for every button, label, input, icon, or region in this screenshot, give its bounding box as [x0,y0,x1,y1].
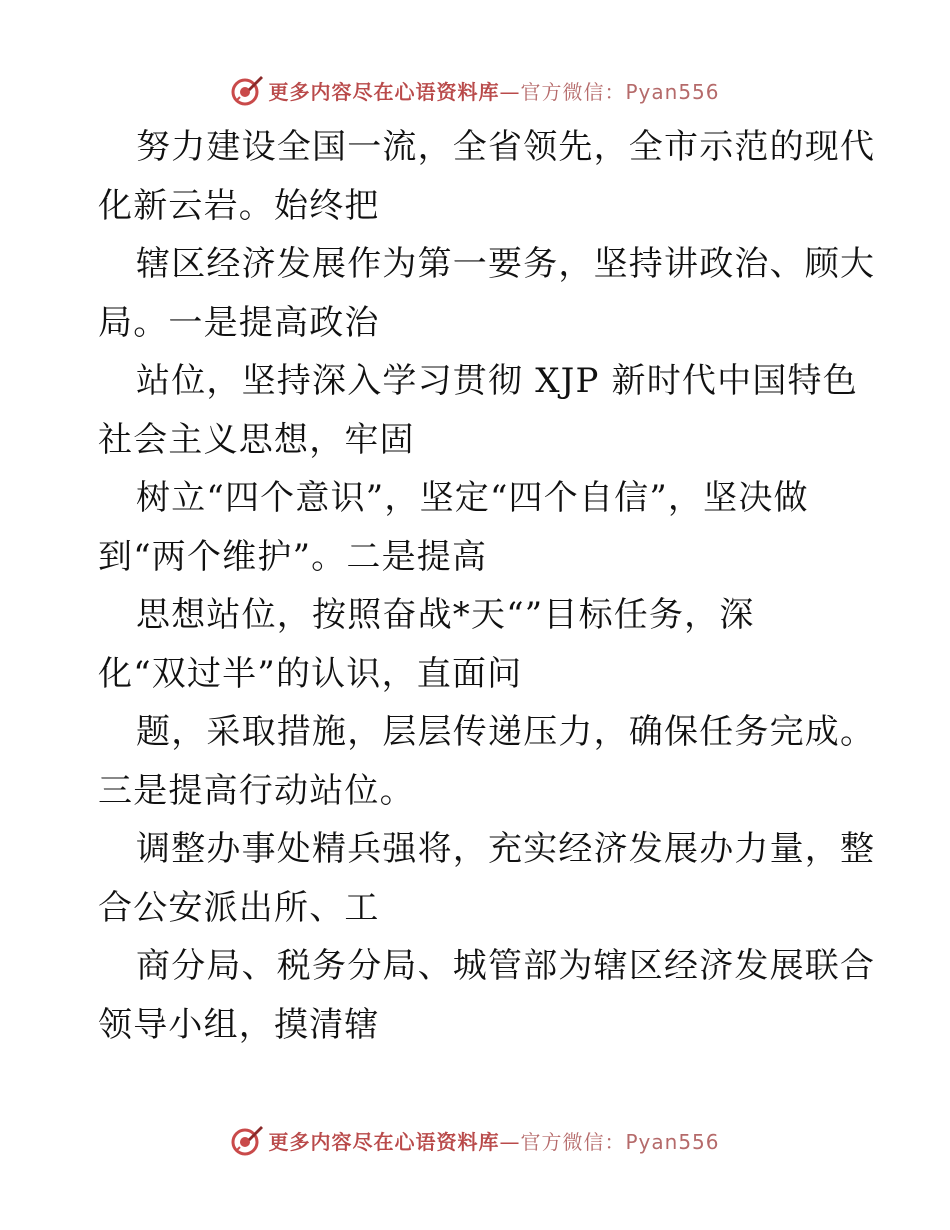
text-line: 调整办事处精兵强将，充实经济发展办力量，整 [136,829,876,869]
text-line: 社会主义思想，牢固 [98,419,415,460]
watermark-brand: 更多内容尽在心语资料库 [268,1129,500,1154]
watermark-dash: — [499,79,521,104]
text-line: 化新云岩。始终把 [98,185,380,226]
text-line: 化“双过半”的认识，直面问 [98,653,523,694]
document-body [98,118,876,1054]
text-line: 领导小组，摸清辖 [98,1004,380,1045]
text-line: 思想站位，按照奋战*天“”目标任务，深 [136,595,755,635]
text-line: 到“两个维护”。二是提高 [98,536,488,577]
text-line: 商分局、税务分局、城管部为辖区经济发展联合 [136,946,876,986]
watermark-text [268,76,719,105]
text-line: 站位，坚持深入学习贯彻 XJP 新时代中国特色 [136,361,858,401]
text-line: 题，采取措施，层层传递压力，确保任务完成。 [136,712,876,752]
watermark-id: Pyan556 [625,1129,720,1154]
pen-logo-icon [230,73,264,107]
pen-logo-icon [230,1123,264,1157]
header-watermark [0,70,950,110]
watermark-official: 官方微信： [520,1129,626,1154]
text-line: 努力建设全国一流，全省领先，全市示范的现代 [136,127,876,167]
watermark-text [268,1126,719,1155]
footer-watermark [0,1120,950,1160]
text-line: 局。一是提高政治 [98,302,380,343]
text-line: 合公安派出所、工 [98,887,380,928]
watermark-official: 官方微信： [520,79,626,104]
watermark-id: Pyan556 [625,79,720,104]
text-line: 树立“四个意识”，坚定“四个自信”，坚决做 [136,478,809,518]
watermark-dash: — [499,1129,521,1154]
watermark-brand: 更多内容尽在心语资料库 [268,79,500,104]
text-line: 三是提高行动站位。 [98,770,415,811]
text-line: 辖区经济发展作为第一要务，坚持讲政治、顾大 [136,244,876,284]
